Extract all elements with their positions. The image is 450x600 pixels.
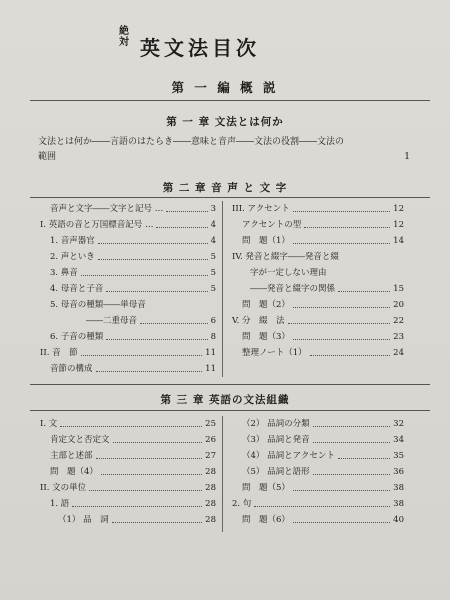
page-number: 12 [393, 204, 404, 214]
leader-dots [106, 339, 208, 340]
toc-entry-label: 4. 母音と子音 [50, 284, 104, 294]
description-line: 範囲 [38, 152, 57, 162]
toc-entry [232, 313, 404, 329]
page-number: 3 [210, 204, 216, 214]
page-number: 23 [393, 332, 404, 342]
page-number: 28 [205, 467, 216, 477]
toc-entry [40, 480, 216, 496]
toc-entry-label: 問 題（2） [242, 300, 290, 310]
toc-entry-label: III. アクセント [232, 204, 290, 214]
leader-dots [96, 458, 202, 459]
toc-entry-label: II. 音 節 [40, 348, 78, 358]
page-number: 34 [393, 435, 404, 445]
leader-dots [113, 442, 202, 443]
leader-dots [96, 371, 202, 372]
page-number: 28 [205, 515, 216, 525]
toc-entry [232, 464, 404, 480]
leader-dots [313, 442, 390, 443]
toc-entry-label: 主部と述部 [50, 451, 93, 461]
divider [30, 410, 430, 411]
toc-entry-label: 1. 音声器官 [50, 236, 95, 246]
page-number: 12 [393, 220, 404, 230]
toc-entry-label: 字が一定しない理由 [250, 268, 327, 278]
page-number: 8 [210, 332, 216, 342]
leader-dots [313, 474, 390, 475]
toc-entry-label: 肯定文と否定文 [50, 435, 110, 445]
leader-dots [81, 275, 208, 276]
page-number: 4 [210, 236, 216, 246]
toc-entry-label: 3. 鼻音 [50, 268, 78, 278]
page-number: 5 [210, 268, 216, 278]
leader-dots [254, 506, 390, 507]
leader-dots [106, 291, 208, 292]
toc-entry-label: 音節の構成 [50, 364, 93, 374]
leader-dots [166, 211, 208, 212]
toc-entry-label: 問 題（5） [242, 483, 290, 493]
toc-entry-label: IV. 発音と綴字――発音と綴 [232, 252, 339, 262]
toc-entry-label: I. 文 [40, 419, 58, 429]
divider [30, 100, 430, 101]
toc-entry-label: 音声と文字――文字と記号 … [50, 204, 164, 214]
page-number: 27 [205, 451, 216, 461]
toc-entry [40, 265, 216, 281]
toc-entry-label: アクセントの型 [242, 220, 302, 230]
page-number: 22 [393, 316, 404, 326]
leader-dots [81, 355, 202, 356]
leader-dots [288, 323, 390, 324]
toc-entry [232, 496, 404, 512]
toc-entry [232, 345, 404, 361]
page-number: 11 [205, 348, 216, 358]
toc-entry [40, 496, 216, 512]
leader-dots [98, 259, 208, 260]
toc-entry-label: II. 文の単位 [40, 483, 87, 493]
leader-dots [293, 490, 390, 491]
leader-dots [156, 227, 208, 228]
toc-entry-label: V. 分 綴 法 [232, 316, 285, 326]
toc-entry-label: 6. 子音の種類 [50, 332, 104, 342]
leader-dots [338, 291, 390, 292]
title-prefix: 絶対 [119, 26, 129, 48]
toc-entry [232, 416, 404, 432]
leader-dots [293, 339, 390, 340]
page-number: 14 [393, 236, 404, 246]
leader-dots [60, 426, 202, 427]
divider [30, 384, 430, 385]
toc-entry-label: 1. 語 [50, 499, 70, 509]
toc-entry-label: 2. 句 [232, 499, 252, 509]
part-heading: 第 一 編 概 説 [171, 80, 279, 95]
toc-entry-label: （2） 品詞の分類 [242, 419, 310, 429]
column-divider [222, 416, 223, 532]
toc-entry [40, 297, 216, 313]
description-line: 文法とは何か――言語のはたらき――意味と音声――文法の役割――文法の [38, 137, 345, 147]
column-divider [222, 201, 223, 377]
toc-entry-label: 問 題（3） [242, 332, 290, 342]
toc-entry [40, 281, 216, 297]
page-number: 20 [393, 300, 404, 310]
toc-entry [232, 265, 404, 281]
toc-entry [40, 201, 216, 217]
toc-entry-label: ――発音と綴字の関係 [250, 284, 336, 294]
toc-entry [40, 217, 216, 233]
page-number: 32 [393, 419, 404, 429]
toc-entry [232, 281, 404, 297]
leader-dots [293, 211, 390, 212]
page-number: 38 [393, 483, 404, 493]
page-number: 26 [205, 435, 216, 445]
leader-dots [293, 522, 390, 523]
leader-dots [293, 243, 390, 244]
page-number: 24 [393, 348, 404, 358]
leader-dots [140, 323, 208, 324]
toc-entry [232, 201, 404, 217]
toc-entry [40, 345, 216, 361]
toc-entry [232, 217, 404, 233]
toc-entry [232, 432, 404, 448]
toc-entry [40, 249, 216, 265]
chapter-heading: 第 三 章 英語の文法組織 [160, 394, 290, 406]
leader-dots [293, 307, 390, 308]
leader-dots [101, 474, 202, 475]
page-number: 6 [210, 316, 216, 326]
toc-entry [232, 297, 404, 313]
page-number: 1 [404, 152, 410, 162]
title-block [0, 8, 450, 58]
page-number: 36 [393, 467, 404, 477]
page-number: 5 [210, 252, 216, 262]
leader-dots [313, 426, 390, 427]
toc-entry-label: ――二重母音 [86, 316, 138, 326]
toc-entry [40, 448, 216, 464]
page-number: 38 [393, 499, 404, 509]
chapter-heading: 第 一 章 文法とは何か [166, 116, 284, 128]
page-number: 35 [393, 451, 404, 461]
toc-entry-label: 整理ノート（1） [242, 348, 307, 358]
toc-entry [40, 329, 216, 345]
leader-dots [98, 243, 208, 244]
page-number: 11 [205, 364, 216, 374]
page-number: 28 [205, 483, 216, 493]
toc-entry-label: 問 題（1） [242, 236, 290, 246]
divider [30, 197, 430, 198]
page-title: 英文法目次 [140, 36, 260, 60]
toc-entry [232, 448, 404, 464]
leader-dots [112, 522, 202, 523]
leader-dots [89, 490, 202, 491]
toc-entry-label: 問 題（4） [50, 467, 98, 477]
page-number: 15 [393, 284, 404, 294]
toc-entry [232, 249, 404, 265]
page-number: 25 [205, 419, 216, 429]
chapter-description [38, 135, 398, 165]
toc-column-right [232, 201, 404, 361]
leader-dots [304, 227, 390, 228]
page-number: 5 [210, 284, 216, 294]
toc-entry [40, 512, 216, 528]
toc-entry [40, 233, 216, 249]
toc-entry-label: 5. 母音の種類――単母音 [50, 300, 146, 310]
toc-column-left [40, 416, 216, 528]
toc-entry [40, 361, 216, 377]
chapter-heading: 第 二 章 音 声 と 文 字 [162, 182, 288, 194]
toc-entry [40, 313, 216, 329]
page-number: 4 [210, 220, 216, 230]
toc-entry [232, 329, 404, 345]
leader-dots [72, 506, 202, 507]
toc-entry-label: 2. 声といき [50, 252, 95, 262]
page-number: 40 [393, 515, 404, 525]
toc-entry [40, 464, 216, 480]
page-number: 28 [205, 499, 216, 509]
toc-entry-label: 問 題（6） [242, 515, 290, 525]
toc-entry [232, 512, 404, 528]
toc-entry [232, 480, 404, 496]
toc-entry-label: （4） 品詞とアクセント [242, 451, 335, 461]
toc-entry [232, 233, 404, 249]
toc-entry [40, 432, 216, 448]
toc-entry [40, 416, 216, 432]
leader-dots [338, 458, 390, 459]
toc-entry-label: （1） 品 詞 [58, 515, 109, 525]
toc-column-left [40, 201, 216, 377]
toc-entry-label: （3） 品詞と発音 [242, 435, 310, 445]
leader-dots [310, 355, 390, 356]
toc-entry-label: I. 英語の音と万国標音記号 … [40, 220, 154, 230]
toc-entry-label: （5） 品詞と語形 [242, 467, 310, 477]
toc-column-right [232, 416, 404, 528]
